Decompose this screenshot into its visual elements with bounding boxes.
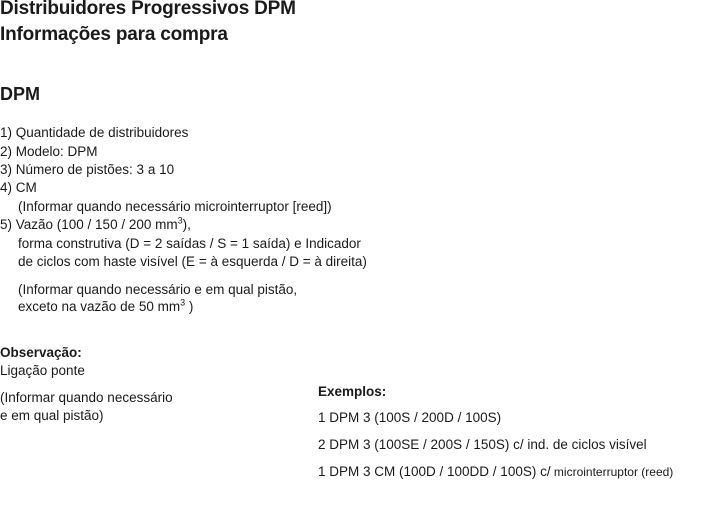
title-line-2: Informações para compra: [0, 24, 228, 45]
example-item: 1 DPM 3 (100S / 200D / 100S): [318, 410, 502, 425]
list-item: 3) Número de pistões: 3 a 10: [0, 162, 175, 177]
observation-note: e em qual pistão): [0, 408, 104, 423]
title-line-1: Distribuidores Progressivos DPM: [0, 0, 296, 19]
list-item-note: exceto na vazão de 50 $mm^3$ ): [18, 297, 194, 314]
list-item: 4) CM: [0, 180, 37, 195]
observation-note: (Informar quando necessário: [0, 390, 173, 405]
list-item-note: (Informar quando necessário e em qual pistão,: [18, 282, 298, 297]
example-item: 2 DPM 3 (100SE / 200S / 150S) c/ ind. de ciclos visível: [318, 437, 647, 452]
list-item-continuation: forma construtiva (D = 2 saídas / S = 1 saída) e Indicador: [18, 236, 361, 251]
list-item: 2) Modelo: DPM: [0, 144, 98, 159]
example-item: 1 DPM 3 CM (100D / 100DD / 100S) c/ microinterruptor (reed): [318, 464, 674, 479]
observation-text: Ligação ponte: [0, 363, 85, 378]
list-item-continuation: de ciclos com haste visível (E = à esquerda / D = à direita): [18, 254, 367, 269]
observation-label: Observação:: [0, 345, 82, 360]
list-item-note: (Informar quando necessário microinterruptor [reed]): [18, 199, 332, 214]
list-item: 5) Vazão (100 / 150 / 200 $mm^3$),: [0, 215, 191, 232]
section-heading: DPM: [0, 84, 40, 104]
examples-label: Exemplos:: [318, 384, 387, 399]
list-item: 1) Quantidade de distribuidores: [0, 125, 189, 140]
